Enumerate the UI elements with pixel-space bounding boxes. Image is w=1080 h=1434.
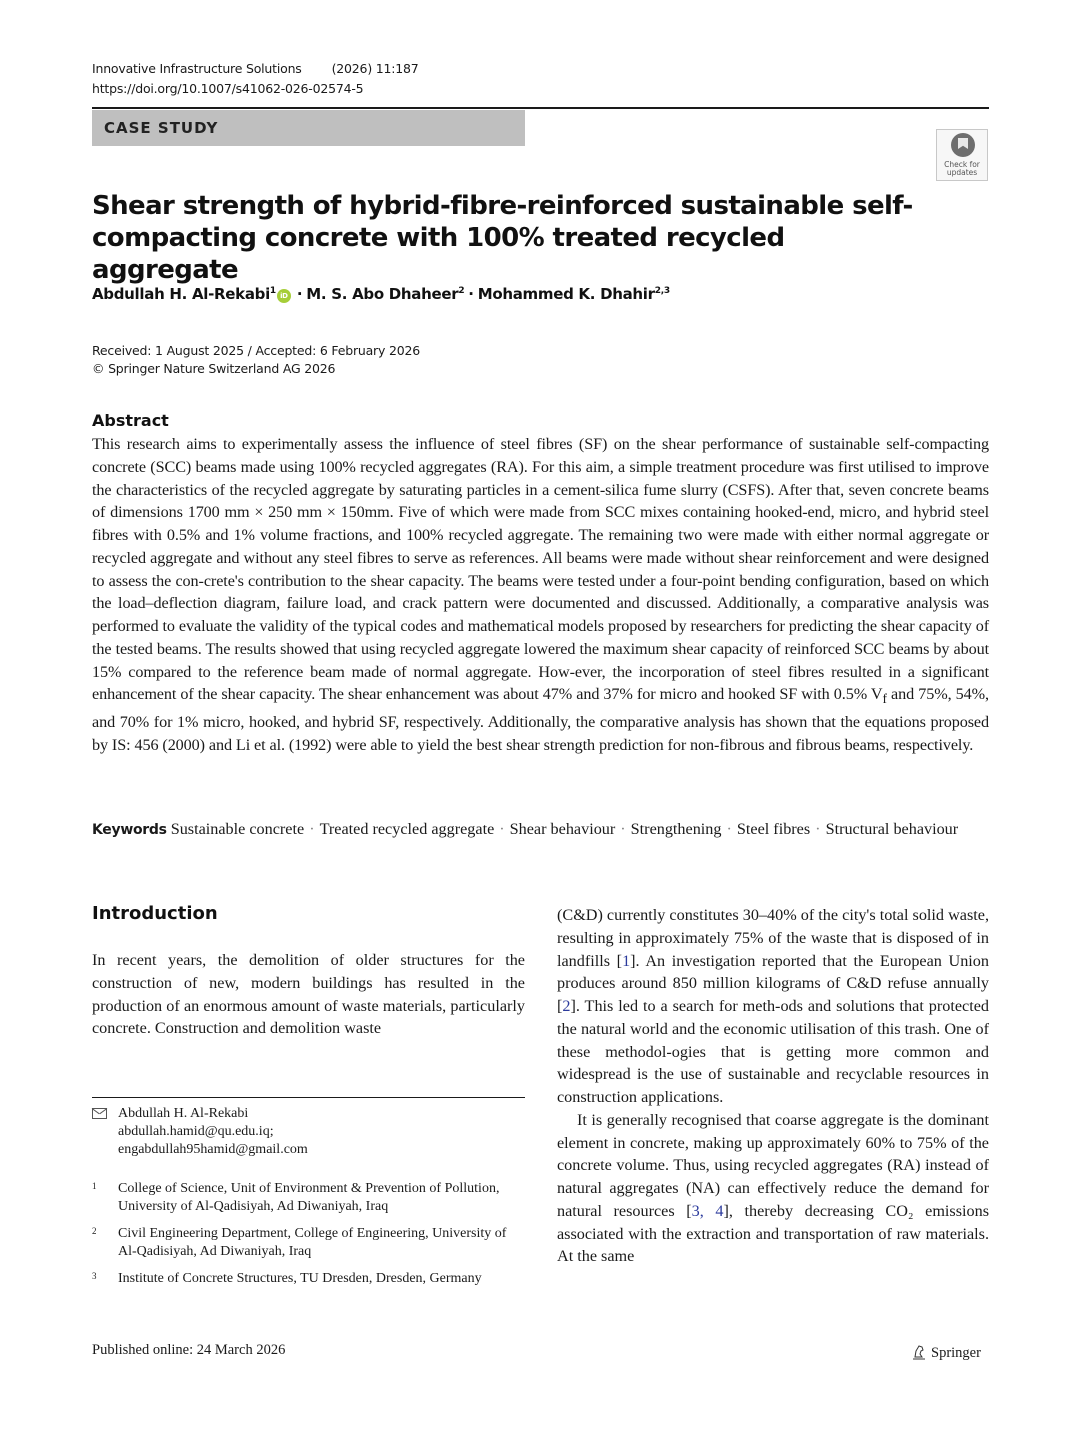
header-rule [92,107,989,109]
text-run: (C&D) currently constitutes 30–40% of the city's total solid waste, resulting in approximately 75% of the waste that is disposed of in landfills [ [557,906,989,970]
keywords-label: Keywords [92,822,167,838]
check-for-updates-label: Check for updates [944,160,980,177]
abstract-text [92,433,989,757]
citation-link[interactable]: 2 [562,997,571,1015]
affiliation [92,1225,525,1261]
keyword: Shear behaviour [509,820,616,838]
affiliation-text: College of Science, Unit of Environment & Prevention of Pollution, University of Al-Qadisiyah, Ad Diwaniyah, Iraq [118,1181,500,1214]
author-affiliation-marker: 1 [269,286,276,296]
keyword-separator: · [726,820,732,838]
keyword-separator: · [309,820,315,838]
introduction-paragraph [557,1109,989,1268]
affiliation-text: Institute of Concrete Structures, TU Dresden, Dresden, Germany [118,1271,482,1286]
bookmark-icon [951,133,975,157]
email-link[interactable]: abdullah.hamid@qu.edu.iq; [118,1124,274,1139]
journal-name: Innovative Infrastructure Solutions [92,61,302,76]
affiliation-number: 3 [92,1271,97,1281]
author-name[interactable]: M. S. Abo Dhaheer [306,285,459,303]
abstract-body-end: and 75%, 54%, and 70% for 1% micro, hooked, and hybrid SF, respectively. Additionally, the comparative analysis has shown that the equations proposed by IS: 456 (2000) and Li et al. (1992) were able to yield the best shear strength prediction for non-fibrous and fibrous beams, respectively. [92,685,989,754]
author-affiliation-marker: 2 [458,286,465,296]
citation-link[interactable]: 3 [691,1201,700,1220]
orcid-icon[interactable]: iD [277,289,291,303]
keyword-separator: · [620,820,626,838]
text-run: It is generally recognised that coarse aggregate is the dominant element in concrete, making up approximately 60% to 75% of the concrete volume. Thus, using recycled aggregates (RA) instead of natural aggregates (NA) can effectively reduce the demand for natural resources [ [557,1110,989,1220]
introduction-paragraph-left: In recent years, the demolition of older structures for the construction of new, modern buildings has resulted in the production of an enormous amount of waste materials, particularly concrete. Construction and demolition waste [92,951,525,1038]
article-type-banner [92,110,525,146]
article-dates [92,342,420,378]
author-separator: · [296,285,303,303]
affiliation-text: Civil Engineering Department, College of Engineering, University of Al-Qadisiyah, Ad Diwaniyah, Iraq [118,1226,507,1259]
citation-separator: , [699,1201,716,1220]
affiliation [92,1180,525,1216]
keyword-separator: · [815,820,821,838]
email-link[interactable]: engabdullah95hamid@gmail.com [118,1142,308,1157]
corresponding-author [92,1105,525,1159]
affiliation [92,1270,525,1288]
abstract-body: This research aims to experimentally assess the influence of steel fibres (SF) on the shear performance of sustainable self-compacting concrete (SCC) beams made using 100% recycled aggregates (RA). For this aim, a simple treatment procedure was first utilised to improve the characteristics of the recycled aggregate by saturating particles in a cement-silica fume slurry (CSFS). After that, seven concrete beams of dimensions 1700 mm × 250 mm × 150mm. Five of which were made from SCC mixes containing hooked-end, micro, and hybrid steel fibres with 0.5% and 1% volume fractions, and 100% recycled aggregate. The remaining two were made with either normal aggregate or recycled aggregate and without any steel fibres to serve as references. All beams were made without shear reinforcement and were designed to assess the con-crete's contribution to the shear capacity. The beams were tested under a four-point bending configuration, based on which the load–deflection diagram, failure load, and crack pattern were documented and discussed. Additionally, a comparative analysis was performed to evaluate the validity of the typical codes and mathematical models proposed by researchers for predicting the shear capacity of the tested beams. The results showed that using recycled aggregate lowered the maximum shear capacity of reinforced SCC beams by about 15% compared to the reference beam made of normal aggregate. How-ever, the incorporation of steel fibres resulted in a significant enhancement of the shear capacity. The shear enhancement was about 47% and 37% for micro and hooked SF with 0.5% V [92,435,989,704]
text-run: ]. An investigation reported that the European Union produces around 850 million kilograms of C&D refuse annually [ [557,951,989,1015]
copyright-notice: © Springer Nature Switzerland AG 2026 [92,361,336,376]
citation-link[interactable]: 1 [622,951,631,970]
keyword-separator: · [499,820,505,838]
affiliation-number: 2 [92,1226,97,1236]
author-affiliation-marker: 2,3 [654,286,670,296]
author-list [92,285,670,303]
author-name[interactable]: Abdullah H. Al-Rekabi [92,285,270,303]
publisher-name: Springer [931,1345,981,1361]
volume-info: (2026) 11:187 [331,61,419,76]
springer-horse-icon [912,1344,926,1360]
author-separator: · [468,285,474,303]
article-title: Shear strength of hybrid-fibre-reinforced sustainable self-compacting concrete with 100% treated recycled aggregate [92,191,913,285]
check-for-updates-button[interactable] [936,129,988,181]
journal-header [92,59,419,99]
affiliation-number: 1 [92,1181,97,1191]
publisher-logo [912,1344,981,1362]
text-run: ], thereby decreasing CO₂ emissions associated with the extraction and transportation of raw materials. At the same [557,1201,989,1266]
keyword: Strengthening [630,820,722,838]
published-online-date: Published online: 24 March 2026 [92,1342,286,1358]
citation-link[interactable]: 4 [715,1201,724,1220]
introduction-paragraph [557,904,989,1109]
corresponding-author-name: Abdullah H. Al-Rekabi [118,1106,249,1121]
keyword: Treated recycled aggregate [319,820,495,838]
footnote-rule [92,1097,525,1098]
article-type-label: CASE STUDY [104,119,219,137]
received-accepted-dates: Received: 1 August 2025 / Accepted: 6 February 2026 [92,343,420,358]
keyword: Sustainable concrete [170,820,305,838]
keyword: Steel fibres [736,820,811,838]
author-name[interactable]: Mohammed K. Dhahir [477,285,655,303]
introduction-column-right [557,904,989,1268]
abstract-heading: Abstract [92,411,169,430]
doi-link[interactable]: https://doi.org/10.1007/s41062-026-02574-5 [92,81,364,96]
envelope-icon [92,1108,107,1119]
introduction-heading: Introduction [92,903,218,924]
subscript-f: f [882,691,887,707]
text-run: ]. This led to a search for meth-ods and solutions that protected the natural world and the economic utilisation of this trash. One of these methodol-ogies that is getting more common and widespread is the use of sustainable and recyclable resources in construction applications. [557,997,989,1106]
keyword: Structural behaviour [825,820,959,838]
keywords [92,818,989,842]
